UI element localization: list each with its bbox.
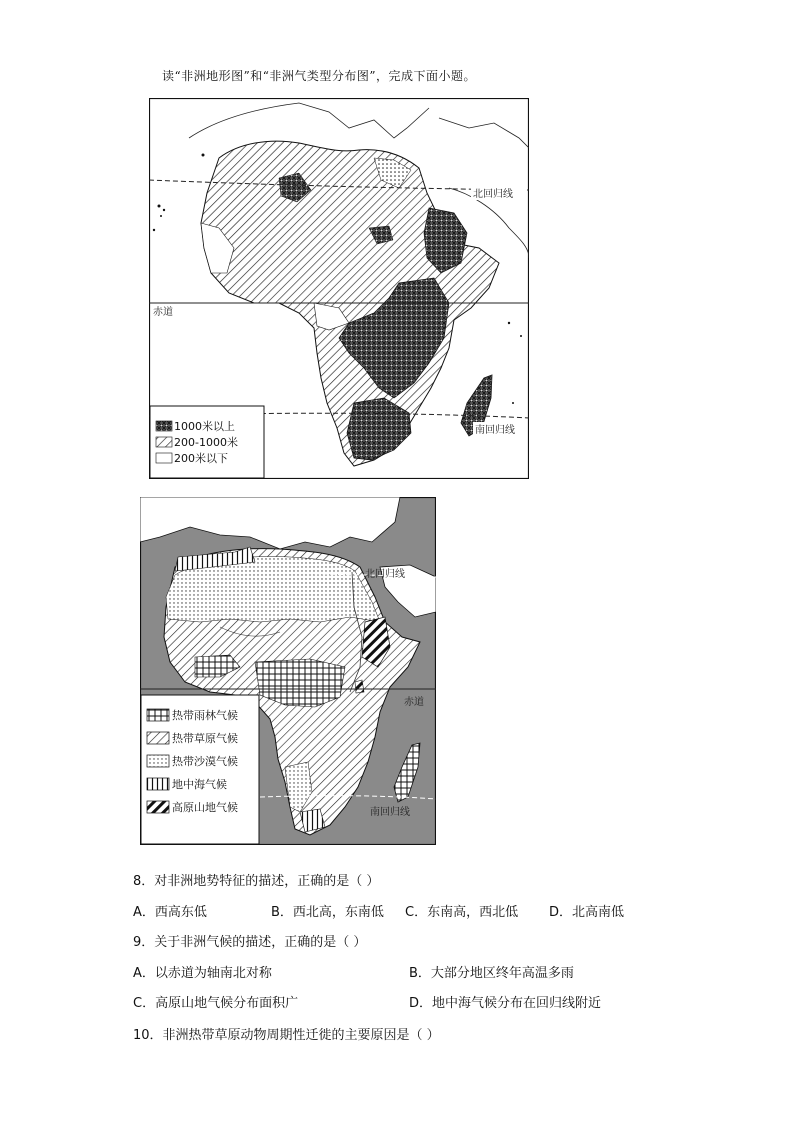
africa-climate-map bbox=[140, 497, 436, 845]
intro-text: 读“非洲地形图”和“非洲气类型分布图”，完成下面小题。 bbox=[162, 69, 477, 83]
legend-high: 1000米以上 bbox=[174, 420, 235, 433]
legend-savanna: 热带草原气候 bbox=[172, 732, 238, 745]
legend-swatch-highland bbox=[147, 801, 169, 813]
africa-terrain-map bbox=[149, 98, 529, 479]
question-8-option-b: B．西北高，东南低 bbox=[271, 905, 384, 920]
legend-mediterranean: 地中海气候 bbox=[172, 778, 227, 791]
legend-swatch-savanna bbox=[147, 732, 169, 744]
question-10-stem: 10．非洲热带草原动物周期性迁徙的主要原因是（ ） bbox=[133, 1028, 440, 1043]
question-8-option-a: A．西高东低 bbox=[133, 905, 207, 920]
terrain-legend bbox=[150, 406, 264, 478]
question-9-stem: 9．关于非洲气候的描述，正确的是（ ） bbox=[133, 935, 367, 950]
question-9-option-a: A．以赤道为轴南北对称 bbox=[133, 966, 272, 981]
legend-rainforest: 热带雨林气候 bbox=[172, 709, 238, 722]
legend-highland: 高原山地气候 bbox=[172, 801, 238, 814]
question-8-option-d: D．北高南低 bbox=[549, 905, 625, 920]
question-9-option-d: D．地中海气候分布在回归线附近 bbox=[409, 996, 602, 1011]
legend-swatch-high bbox=[156, 421, 172, 431]
label-equator: 赤道 bbox=[153, 307, 173, 318]
question-9-option-b: B．大部分地区终年高温多雨 bbox=[409, 966, 574, 981]
question-9-option-c: C．高原山地气候分布面积广 bbox=[133, 996, 299, 1011]
legend-swatch-rainforest bbox=[147, 709, 169, 721]
legend-swatch-mediterranean bbox=[147, 778, 169, 790]
question-8-stem: 8．对非洲地势特征的描述，正确的是（ ） bbox=[133, 874, 380, 889]
legend-swatch-low bbox=[156, 453, 172, 463]
question-8-option-c: C．东南高，西北低 bbox=[405, 905, 519, 920]
label-tropic-south: 南回归线 bbox=[475, 425, 515, 436]
label-tropic-north: 北回归线 bbox=[473, 189, 513, 200]
legend-swatch-mid bbox=[156, 437, 172, 447]
legend-swatch-desert bbox=[147, 755, 169, 767]
legend-desert: 热带沙漠气候 bbox=[172, 755, 238, 768]
label-tropic-north: 北回归线 bbox=[365, 569, 405, 580]
legend-mid: 200-1000米 bbox=[174, 436, 238, 449]
legend-low: 200米以下 bbox=[174, 452, 228, 465]
label-equator: 赤道 bbox=[404, 697, 424, 708]
label-tropic-south: 南回归线 bbox=[370, 807, 410, 818]
climate-legend bbox=[141, 695, 259, 844]
